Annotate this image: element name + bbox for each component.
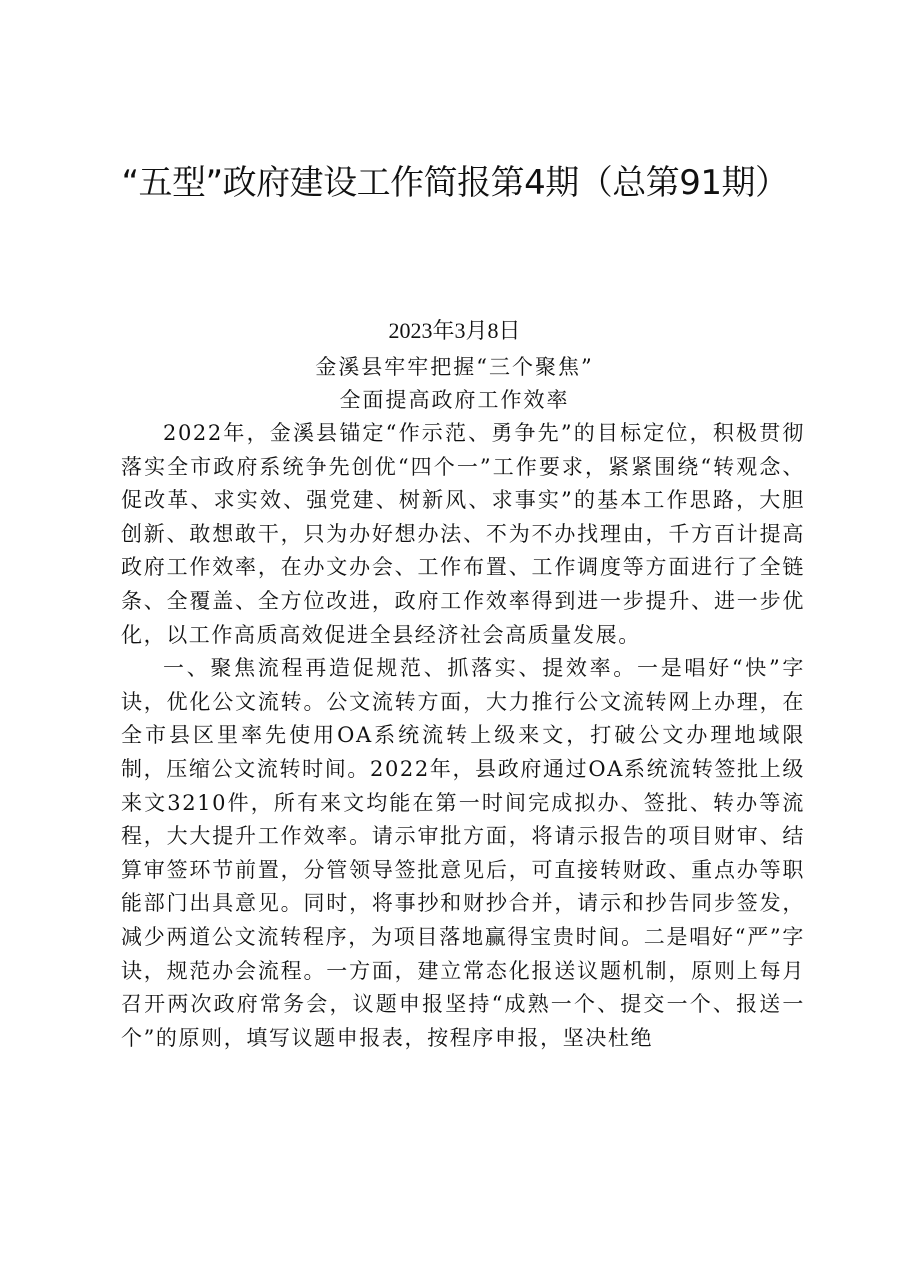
paragraph-intro: 2022年，金溪县锚定“作示范、勇争先”的目标定位，积极贯彻落实全市政府系统争先创优“四个一”工作要求，紧紧围绕“转观念、促改革、求实效、强党建、树新风、求事实”的基本工作思路，大胆创新、敢想敢干，只为办好想办法、不为不办找理由，千方百计提高政府工作效率，在办文办会、工作布置、工作调度等方面进行了全链条、全覆盖、全方位改进，政府工作效率得到进一步提升、进一步优化，以工作高质高效促进全县经济社会高质量发展。 <box>121 421 805 647</box>
paragraph-section-one: 一、聚焦流程再造促规范、抓落实、提效率。一是唱好“快”字诀，优化公文流转。公文流转方面，大力推行公文流转网上办理，在全市县区里率先使用OA系统流转上级来文，打破公文办理地域限制，压缩公文流转时间。2022年，县政府通过OA系统流转签批上级来文3210件，所有来文均能在第一时间完成拟办、签批、转办等流程，大大提升工作效率。请示审批方面，将请示报告的项目财审、结算审签环节前置，分管领导签批意见后，可直接转财政、重点办等职能部门出具意见。同时，将事抄和财抄合并，请示和抄告同步签发，减少两道公文流转程序，为项目落地赢得宝贵时间。二是唱好“严”字诀，规范办会流程。一方面，建立常态化报送议题机制，原则上每月召开两次政府常务会，议题申报坚持“成熟一个、提交一个、报送一个”的原则，填写议题申报表，按程序申报，坚决杜绝 <box>121 656 805 1050</box>
document-date: 2023年3月8日 <box>388 318 521 343</box>
article-body <box>121 417 805 1055</box>
article-title-line-1: 金溪县牢牢把握“三个聚焦” <box>315 355 594 379</box>
article-title-line-2: 全面提高政府工作效率 <box>339 388 570 412</box>
document-title: “五型”政府建设工作简报第4期（总第91期） <box>121 163 789 203</box>
